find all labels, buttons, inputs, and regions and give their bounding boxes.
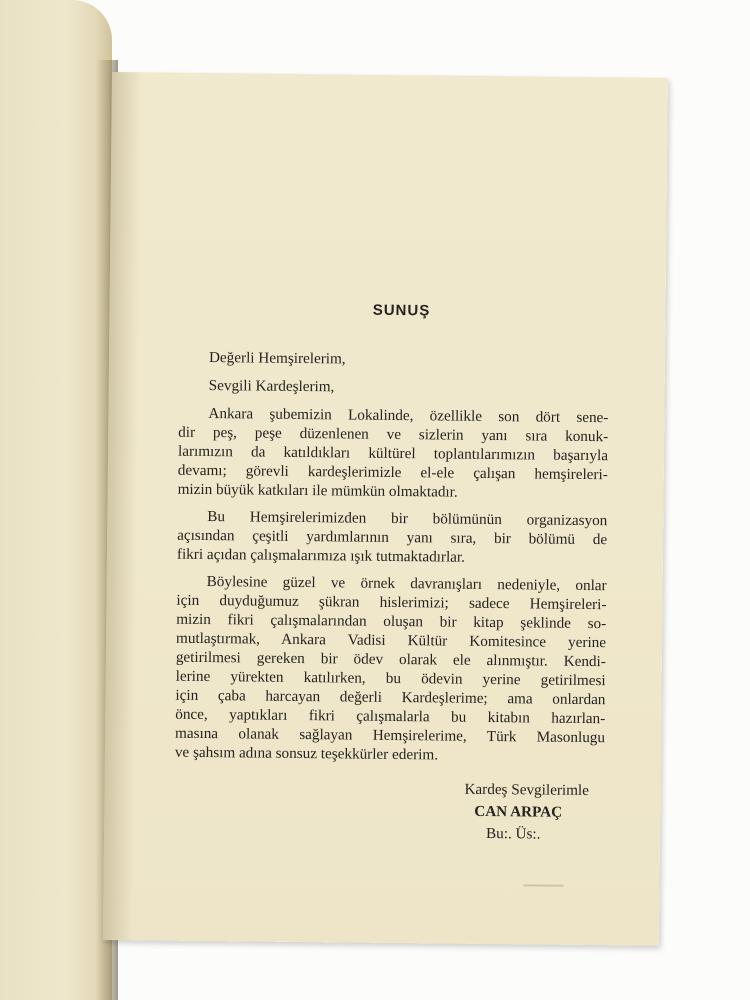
text-line: getirilmesi gereken bir ödev olarak ele alınmıştır. Kendi- (175, 648, 606, 671)
page-title: SUNUŞ (372, 301, 431, 320)
text-line: mutlaştırmak, Ankara Vadisi Kültür Komitesince yerine (175, 629, 607, 652)
paragraph-3 (175, 572, 607, 766)
signature-name: CAN ARPAÇ (474, 802, 563, 821)
text-line: açısından çeşitli yardımlarının yanı sıra, bir bölümü de (177, 526, 608, 549)
text-line: mizin büyük katkıları ile mümkün olmaktadır. (177, 480, 458, 501)
text-line: için duyduğumuz şükran hislerimizi; sadece Hemşireleri- (176, 591, 607, 614)
text-line: larımızın da katıldıkları kültürel toplantılarımızın başarıyla (177, 442, 609, 465)
signature-closing: Kardeş Sevgilerimle (464, 780, 590, 800)
text-line: Böylesine güzel ve örnek davranışları nedeniyle, onlar (206, 573, 607, 595)
text-line: için çaba harcayan değerli Kardeşlerime; ama onlardan (175, 686, 606, 709)
text-line: masına olanak sağlayan Hemşirelerime, Türk Masonlugu (174, 724, 606, 747)
salutation-2: Sevgili Kardeşlerim, (208, 377, 335, 396)
text-line: Ankara şubemizin Lokalinde, özellikle son dört sene- (208, 405, 609, 427)
text-line: fikri açıdan çalışmalarımıza ışık tutmaktadırlar. (176, 545, 466, 566)
salutation-1: Değerli Hemşirelerim, (208, 349, 346, 368)
text-line: Bu Hemşirelerimizden bir bölümünün organizasyon (207, 508, 608, 530)
book-page (103, 72, 668, 946)
text-line: dir peş, peşe düzenlenen ve sizlerin yanı sıra konuk- (178, 423, 609, 446)
signature-block (464, 779, 605, 846)
paragraph-1 (178, 404, 609, 503)
text-line: lerine yürekten katılırken, bu ödevin yerine getirilmesi (175, 667, 606, 690)
text-line: ve şahsım adına sonsuz teşekkürler ederim. (174, 743, 439, 764)
text-line: devamı; görevli kardeşlerimizle el-ele çalışan hemşireleri- (177, 461, 608, 484)
paragraph-2 (177, 507, 608, 568)
text-line: mizin fikri çalışmalarından oluşan bir kitap şeklinde so- (176, 610, 607, 633)
text-line: önce, yaptıkları fikri çalışmalarla bu kitabın hazırlan- (175, 705, 606, 728)
page-content (174, 299, 610, 846)
faint-footer-mark (523, 884, 563, 886)
signature-title: Bu:. Üs:. (485, 824, 541, 843)
